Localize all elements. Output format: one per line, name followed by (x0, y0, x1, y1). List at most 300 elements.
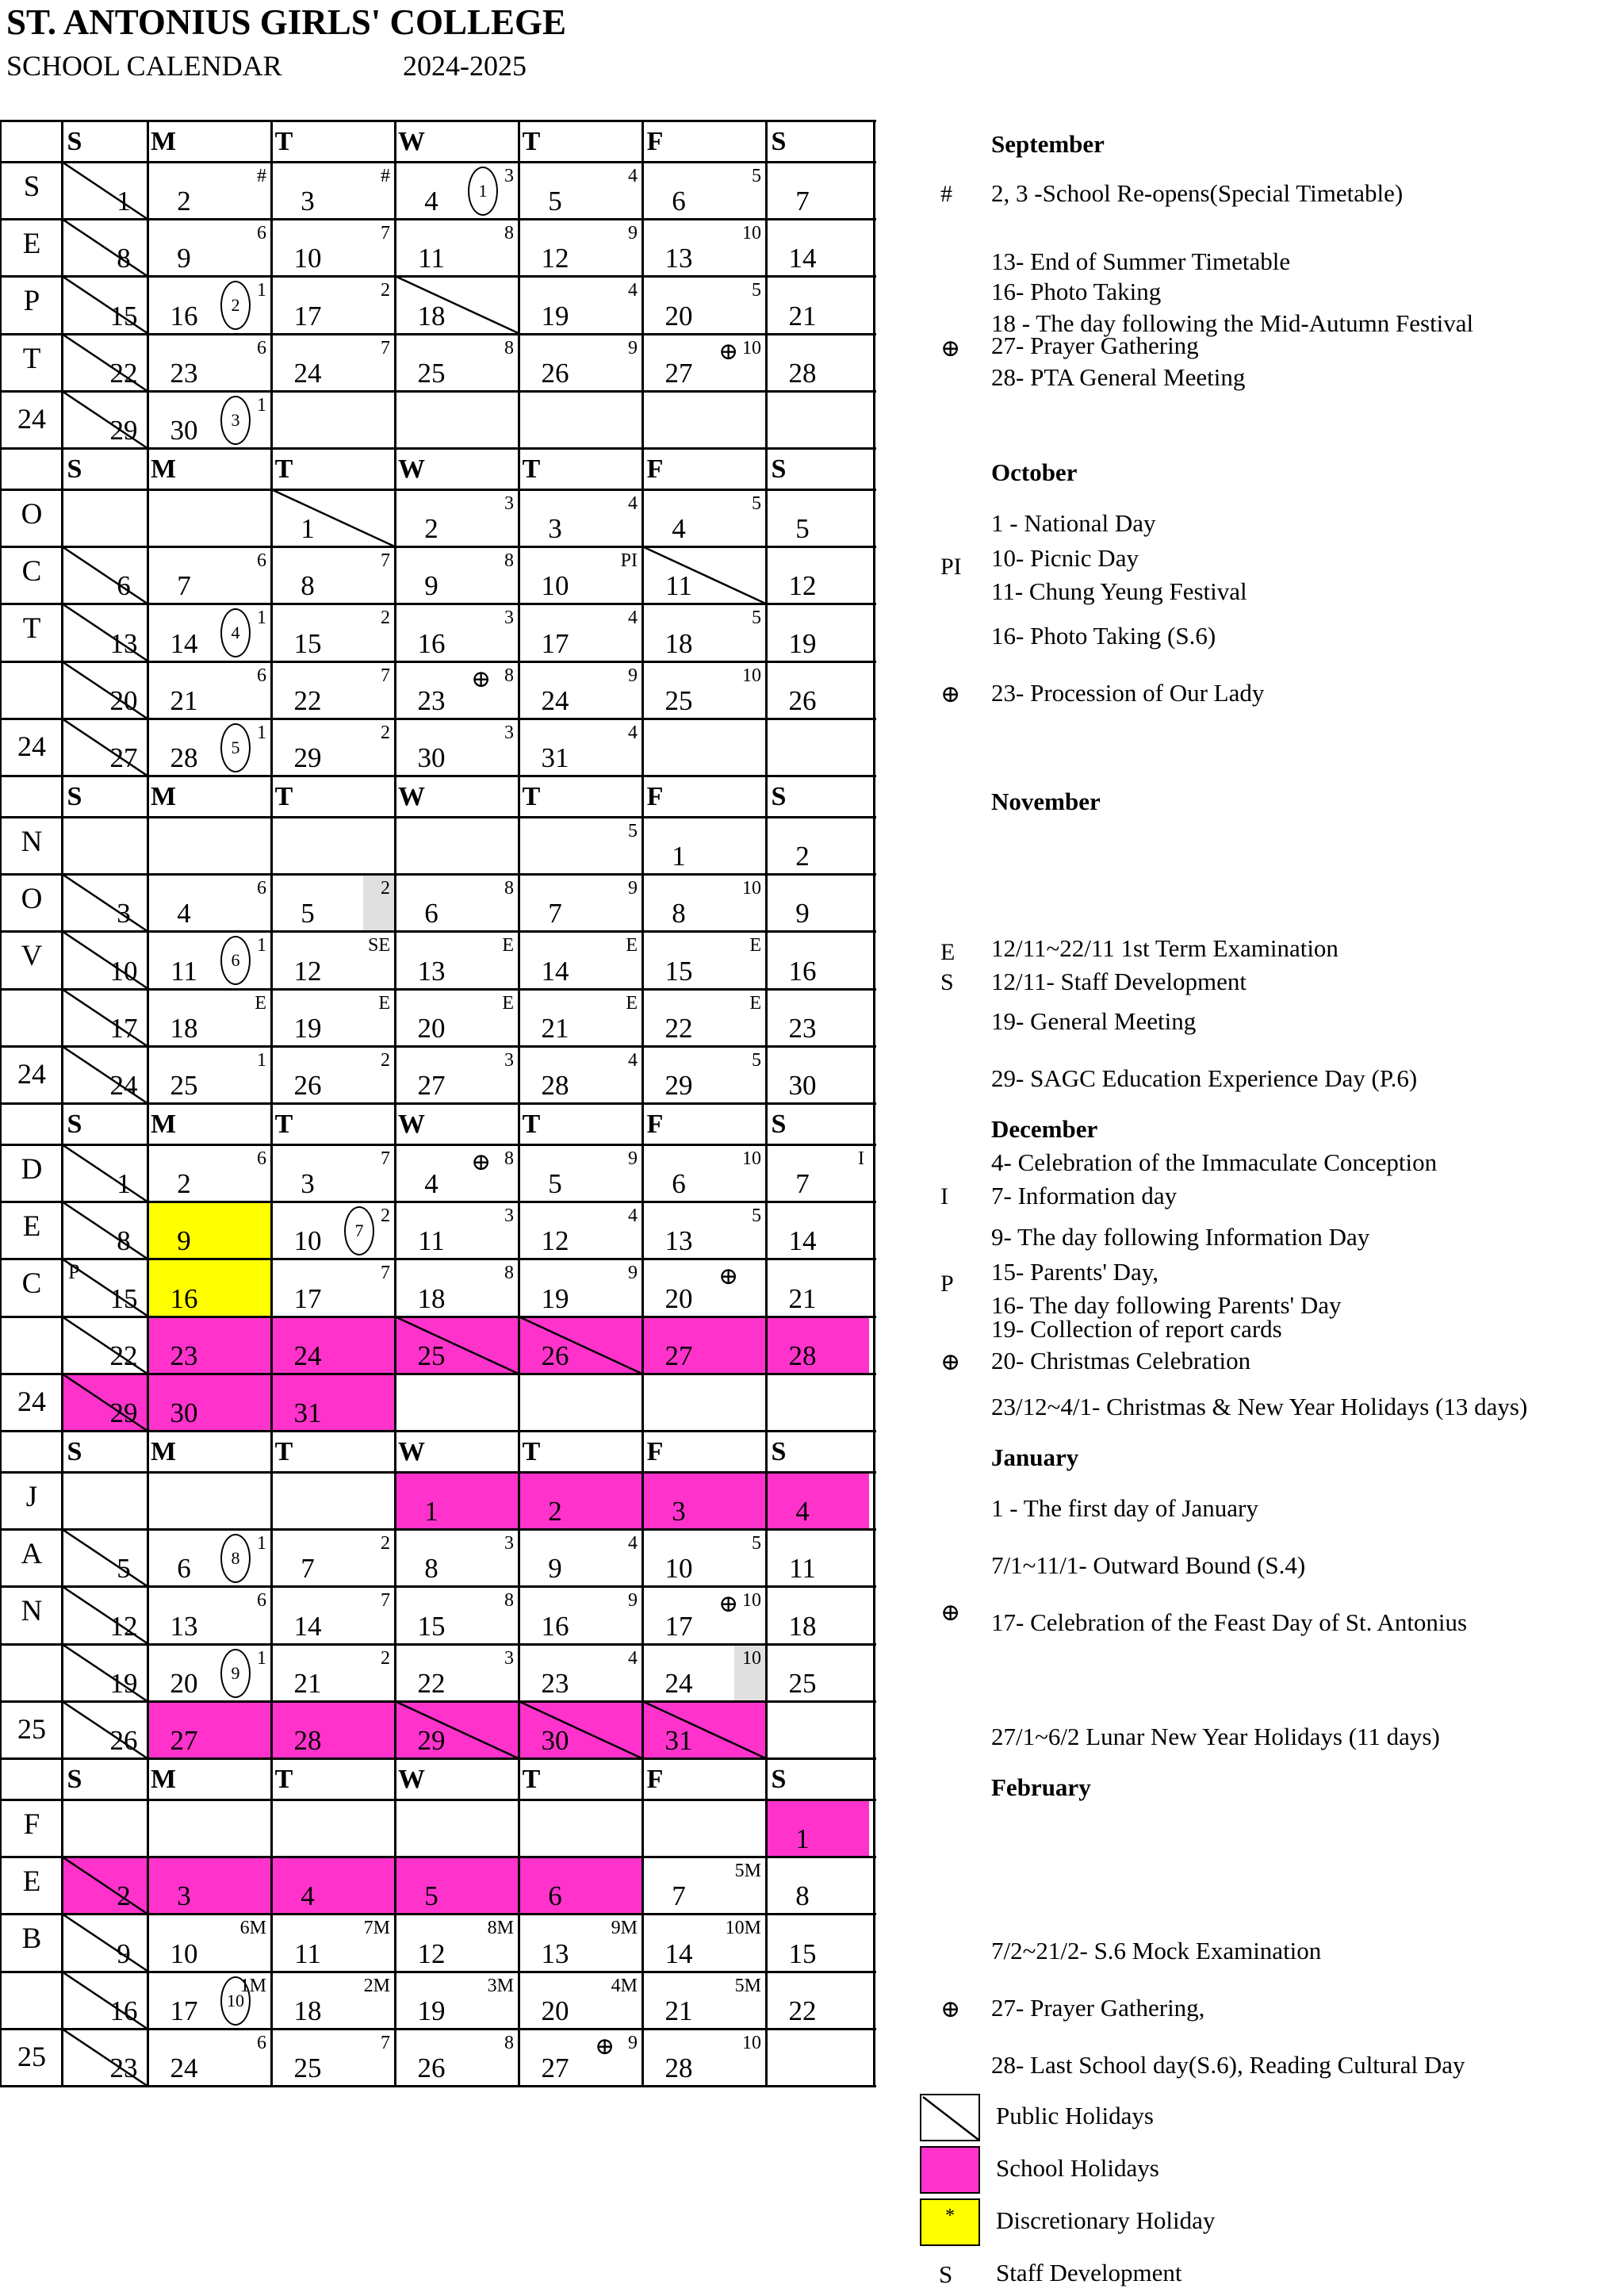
day-number: 24 (109, 1069, 138, 1101)
day-cell (766, 719, 869, 776)
day-cell (271, 661, 395, 719)
school-day-number: E (749, 992, 761, 1014)
cycle-oval: 4 (220, 608, 251, 657)
day-cell (62, 817, 147, 874)
day-cell (642, 1857, 766, 1914)
day-cell (395, 1472, 519, 1529)
day-cell (147, 1046, 271, 1103)
day-number: 1 (117, 186, 131, 217)
day-cell (271, 1857, 395, 1914)
day-number: 13 (541, 1938, 569, 1969)
day-number: 2 (117, 1880, 131, 1912)
school-holiday-swatch (920, 2146, 980, 2194)
day-cell (147, 604, 271, 661)
school-day-number: 8 (504, 1148, 514, 1169)
day-cell (642, 1144, 766, 1202)
note-item: 7- Information day (991, 1182, 1178, 1209)
weekday-header: T (522, 127, 541, 156)
day-number: 1 (795, 1823, 810, 1855)
day-number: 21 (541, 1012, 569, 1044)
day-cell (147, 874, 271, 931)
school-day-number: 9 (628, 337, 638, 358)
day-number: 29 (664, 1069, 693, 1101)
day-number: 15 (293, 627, 322, 659)
day-cell (766, 1317, 869, 1374)
day-cell (766, 1259, 869, 1316)
grid-line (0, 1585, 876, 1588)
school-day-number: 2 (381, 1647, 390, 1669)
day-cell (766, 489, 869, 546)
school-day-number: 10 (742, 878, 761, 899)
notes-heading-september: September (991, 130, 1105, 158)
day-cell (147, 219, 271, 276)
day-cell (642, 989, 766, 1046)
weekday-header: W (398, 127, 425, 156)
weekday-header: S (771, 127, 787, 156)
day-cell (62, 1586, 147, 1643)
day-number: 7 (672, 1880, 686, 1912)
day-cell (519, 1586, 642, 1643)
calendar-year: 2024-2025 (403, 50, 527, 82)
school-day-number: 1 (257, 280, 266, 301)
school-day-number: 3 (504, 1205, 514, 1227)
day-cell (147, 817, 271, 874)
day-cell (395, 546, 519, 604)
grid-line (0, 775, 876, 777)
day-cell (766, 817, 869, 874)
day-cell (766, 1046, 869, 1103)
day-cell (642, 1259, 766, 1316)
month-letter: J (25, 1481, 38, 1513)
grid-line (394, 121, 396, 2086)
note-item: 10- Picnic Day (991, 544, 1139, 572)
day-cell (62, 989, 147, 1046)
school-day-number: 2 (381, 1533, 390, 1554)
day-number: 25 (417, 1340, 446, 1371)
school-day-number: 4 (628, 722, 638, 743)
school-day-number: 8 (504, 1263, 514, 1284)
day-number: 5 (548, 186, 562, 217)
cycle-oval: 9 (220, 1649, 251, 1698)
day-number: 19 (541, 1282, 569, 1314)
cross-circle-icon: ⊕ (718, 1263, 739, 1290)
weekday-header: T (522, 1765, 541, 1794)
day-cell (147, 1857, 271, 1914)
grid-line (61, 121, 63, 2086)
note-item: 4- Celebration of the Immaculate Conception (991, 1148, 1438, 1176)
weekday-header: W (398, 454, 425, 484)
school-day-number: E (378, 992, 390, 1014)
school-day-number: 8 (504, 1590, 514, 1612)
day-number: 28 (664, 2052, 693, 2083)
day-cell (395, 931, 519, 988)
day-number: 8 (117, 1225, 131, 1257)
day-cell (271, 719, 395, 776)
day-cell (766, 1914, 869, 1971)
cross-circle-icon: ⊕ (471, 1149, 492, 1175)
school-day-number: 1 (257, 1647, 266, 1669)
school-day-number: 8 (504, 665, 514, 686)
school-day-number: 2M (363, 1975, 390, 1996)
school-day-number: 5M (734, 1861, 761, 1882)
school-day-number: 10M (725, 1918, 761, 1939)
day-cell (395, 2029, 519, 2086)
p-symbol: P (940, 1271, 954, 1297)
day-cell (395, 1259, 519, 1316)
day-cell (519, 1529, 642, 1586)
school-day-number: 3M (487, 1975, 514, 1996)
day-cell (271, 874, 395, 931)
day-number: 1 (672, 841, 686, 872)
school-day-number: 9 (628, 1148, 638, 1169)
day-number: 31 (664, 1724, 693, 1756)
day-cell (642, 334, 766, 391)
day-number: 19 (109, 1667, 138, 1699)
day-number: 27 (417, 1069, 446, 1101)
day-number: 15 (664, 955, 693, 987)
day-number: 24 (170, 2052, 198, 2083)
month-letter: B (21, 1922, 42, 1956)
school-day-number: 5M (734, 1975, 761, 1996)
day-cell (147, 1800, 271, 1857)
notes-heading-january: January (991, 1443, 1079, 1471)
school-day-number: 10 (742, 223, 761, 244)
cycle-oval: 3 (220, 396, 251, 445)
day-cell (271, 1529, 395, 1586)
notes-heading-december: December (991, 1115, 1098, 1143)
day-cell (642, 604, 766, 661)
school-day-number: 3 (504, 1647, 514, 1669)
weekday-header: F (646, 454, 664, 484)
day-cell (766, 1857, 869, 1914)
day-cell (642, 276, 766, 333)
school-day-number: 1 (257, 1533, 266, 1554)
day-number: 17 (170, 1995, 198, 2026)
note-item: 16- The day following Parents' Day (991, 1291, 1342, 1319)
day-number: 25 (788, 1667, 817, 1699)
day-cell (642, 1586, 766, 1643)
day-cell (147, 931, 271, 988)
day-cell (519, 219, 642, 276)
day-number: 26 (109, 1724, 138, 1756)
day-number: 30 (170, 414, 198, 446)
day-cell (62, 1144, 147, 1202)
school-day-number: 2 (381, 1049, 390, 1071)
day-cell (271, 489, 395, 546)
note-item: 28- PTA General Meeting (991, 363, 1246, 391)
day-number: 24 (293, 357, 322, 389)
grid-line (0, 390, 876, 393)
day-number: 10 (170, 1938, 198, 1969)
day-number: 12 (541, 243, 569, 274)
parents-day-marker: P (68, 1260, 80, 1284)
day-cell (766, 604, 869, 661)
grid-line (0, 1373, 876, 1375)
day-number: 5 (795, 513, 810, 545)
weekday-header: M (151, 1110, 177, 1139)
day-number: 23 (541, 1667, 569, 1699)
school-day-number: 4 (628, 493, 638, 514)
grid-line (0, 1430, 876, 1432)
weekday-header: T (522, 1110, 541, 1139)
day-cell (642, 1701, 766, 1758)
school-day-number: 8 (504, 878, 514, 899)
day-number: 8 (301, 570, 315, 602)
grid-line (0, 1856, 876, 1858)
note-item: 27- Prayer Gathering (991, 332, 1199, 359)
day-number: 19 (541, 300, 569, 332)
school-day-number: 10 (742, 1647, 761, 1669)
legend-label: School Holidays (996, 2154, 1159, 2182)
day-cell (766, 1374, 869, 1431)
school-day-number: 7 (381, 665, 390, 686)
day-number: 28 (788, 1340, 817, 1371)
day-number: 9 (177, 1225, 191, 1257)
grid-line (0, 1316, 876, 1318)
day-cell (519, 1701, 642, 1758)
day-cell (766, 931, 869, 988)
day-cell (766, 1644, 869, 1701)
note-item: 1 - National Day (991, 509, 1156, 537)
day-number: 22 (664, 1012, 693, 1044)
day-cell (519, 489, 642, 546)
day-number: 14 (664, 1938, 693, 1969)
grid-line (0, 1045, 876, 1048)
note-item: 1 - The first day of January (991, 1494, 1258, 1522)
school-day-number: 3 (504, 1533, 514, 1554)
day-cell (642, 2029, 766, 2086)
day-cell (271, 391, 395, 448)
day-number: 4 (795, 1496, 810, 1527)
day-cell (642, 162, 766, 219)
day-number: 30 (170, 1397, 198, 1428)
school-day-number: 10 (742, 1148, 761, 1169)
weekday-header: S (771, 454, 787, 484)
day-number: 22 (109, 357, 138, 389)
day-number: 22 (293, 684, 322, 716)
day-number: 12 (293, 955, 322, 987)
day-number: 5 (117, 1553, 131, 1585)
note-item: 20- Christmas Celebration (991, 1347, 1251, 1374)
day-cell (766, 989, 869, 1046)
day-cell (147, 2029, 271, 2086)
month-letter: T (22, 342, 41, 375)
day-number: 17 (664, 1610, 693, 1642)
day-number: 9 (795, 898, 810, 930)
discretionary-swatch: * (920, 2198, 980, 2246)
school-day-number: 3 (504, 1049, 514, 1071)
school-day-number: 8 (504, 223, 514, 244)
day-number: 17 (541, 627, 569, 659)
day-number: 9 (177, 243, 191, 274)
day-cell (271, 604, 395, 661)
day-cell (519, 2029, 642, 2086)
day-cell (519, 1317, 642, 1374)
day-number: 12 (788, 570, 817, 602)
day-number: 11 (665, 570, 692, 602)
day-cell (62, 1374, 147, 1431)
weekday-header: S (67, 782, 82, 811)
month-letter: N (21, 826, 43, 858)
month-year-label: 24 (17, 402, 46, 435)
day-cell (147, 546, 271, 604)
day-cell (147, 1144, 271, 1202)
day-number: 31 (293, 1397, 322, 1428)
day-cell (395, 1701, 519, 1758)
day-cell (642, 1644, 766, 1701)
day-cell (62, 1317, 147, 1374)
day-cell (766, 874, 869, 931)
day-number: 8 (424, 1553, 439, 1585)
school-day-number: 4 (628, 166, 638, 186)
weekday-header: M (151, 454, 177, 484)
day-cell (642, 1472, 766, 1529)
day-cell (395, 661, 519, 719)
school-day-number: 1M (239, 1975, 266, 1996)
school-day-number: E (626, 992, 638, 1014)
day-cell (766, 1586, 869, 1643)
day-cell (271, 1259, 395, 1316)
grid-line (0, 333, 876, 335)
day-cell (766, 661, 869, 719)
month-letter: E (22, 228, 41, 261)
day-cell (766, 2029, 869, 2086)
day-number: 4 (301, 1880, 315, 1912)
day-number: 26 (417, 2052, 446, 2083)
school-day-number: 10 (742, 665, 761, 686)
day-cell (271, 162, 395, 219)
day-number: 20 (109, 684, 138, 716)
weekday-header: S (67, 454, 82, 484)
day-number: 3 (301, 1168, 315, 1200)
grid-line (0, 218, 876, 220)
school-day-number: 10 (742, 1590, 761, 1612)
day-cell (62, 276, 147, 333)
school-day-number: 5 (628, 821, 638, 841)
day-cell (395, 489, 519, 546)
day-number: 29 (417, 1724, 446, 1756)
day-cell (766, 1701, 869, 1758)
school-day-number: 1 (257, 608, 266, 629)
school-day-number: 2 (381, 608, 390, 629)
grid-line (0, 816, 876, 818)
weekday-header: T (274, 1765, 293, 1794)
calendar-grid (0, 121, 876, 2125)
day-cell (395, 1046, 519, 1103)
gray-marker (363, 874, 395, 931)
day-cell (271, 2029, 395, 2086)
month-letter: D (21, 1153, 43, 1186)
day-number: 15 (788, 1938, 817, 1969)
note-item: 12/11- Staff Development (991, 968, 1247, 995)
day-number: 13 (417, 955, 446, 987)
day-number: 14 (788, 243, 817, 274)
school-day-number: 3 (504, 166, 514, 186)
day-number: 17 (293, 1282, 322, 1314)
weekday-header: M (151, 1437, 177, 1466)
weekday-header: F (646, 127, 664, 156)
school-day-number: 9 (628, 1263, 638, 1284)
day-number: 24 (541, 684, 569, 716)
day-cell (271, 931, 395, 988)
day-cell (271, 334, 395, 391)
note-item: 27/1~6/2 Lunar New Year Holidays (11 days) (991, 1723, 1440, 1750)
day-cell (147, 1914, 271, 1971)
day-number: 4 (177, 898, 191, 930)
day-cell (271, 1144, 395, 1202)
day-cell (62, 661, 147, 719)
day-number: 3 (672, 1496, 686, 1527)
month-letter: O (21, 883, 43, 916)
day-number: 21 (788, 1282, 817, 1314)
weekday-header: F (646, 782, 664, 811)
day-number: 11 (170, 955, 197, 987)
day-cell (147, 276, 271, 333)
day-number: 5 (301, 898, 315, 930)
grid-line (0, 988, 876, 991)
day-cell (62, 931, 147, 988)
day-number: 15 (109, 300, 138, 332)
school-day-number: 2 (381, 280, 390, 301)
day-cell (147, 162, 271, 219)
grid-line (0, 661, 876, 663)
month-letter: T (22, 612, 41, 646)
month-year-label: 24 (17, 1385, 46, 1417)
day-cell (642, 931, 766, 988)
day-cell (519, 1472, 642, 1529)
day-number: 2 (177, 1168, 191, 1200)
day-cell (519, 162, 642, 219)
day-number: 6 (672, 1168, 686, 1200)
day-number: 11 (418, 243, 445, 274)
day-cell (519, 817, 642, 874)
cross-circle-icon: ⊕ (940, 1600, 961, 1626)
weekday-header: W (398, 1765, 425, 1794)
weekday-header: S (67, 1765, 82, 1794)
day-cell (62, 719, 147, 776)
day-cell (395, 1800, 519, 1857)
day-cell (271, 1202, 395, 1259)
grid-line (0, 489, 876, 491)
day-number: 7 (548, 898, 562, 930)
school-day-number: 7 (381, 1148, 390, 1169)
legend (920, 2094, 1597, 2296)
month-year-label: 24 (17, 1057, 46, 1090)
day-cell (642, 661, 766, 719)
school-title: ST. ANTONIUS GIRLS' COLLEGE (6, 2, 567, 42)
grid-line (0, 1913, 876, 1915)
school-day-number: 4 (628, 280, 638, 301)
day-cell (62, 2029, 147, 2086)
grid-line (147, 121, 149, 2086)
weekday-header: T (274, 127, 293, 156)
weekday-header: W (398, 1110, 425, 1139)
school-day-number: SE (367, 935, 390, 956)
school-day-number: I (858, 1148, 864, 1169)
day-cell (271, 1472, 395, 1529)
day-number: 10 (109, 955, 138, 987)
day-number: 6 (672, 186, 686, 217)
day-cell (395, 604, 519, 661)
day-number: 29 (293, 742, 322, 773)
school-day-number: 9 (628, 665, 638, 686)
note-item: 18 - The day following the Mid-Autumn Festival (991, 309, 1474, 337)
day-number: 29 (109, 414, 138, 446)
day-cell (62, 874, 147, 931)
grid-line (0, 1201, 876, 1203)
day-number: 12 (417, 1938, 446, 1969)
hash-symbol: # (940, 181, 952, 207)
